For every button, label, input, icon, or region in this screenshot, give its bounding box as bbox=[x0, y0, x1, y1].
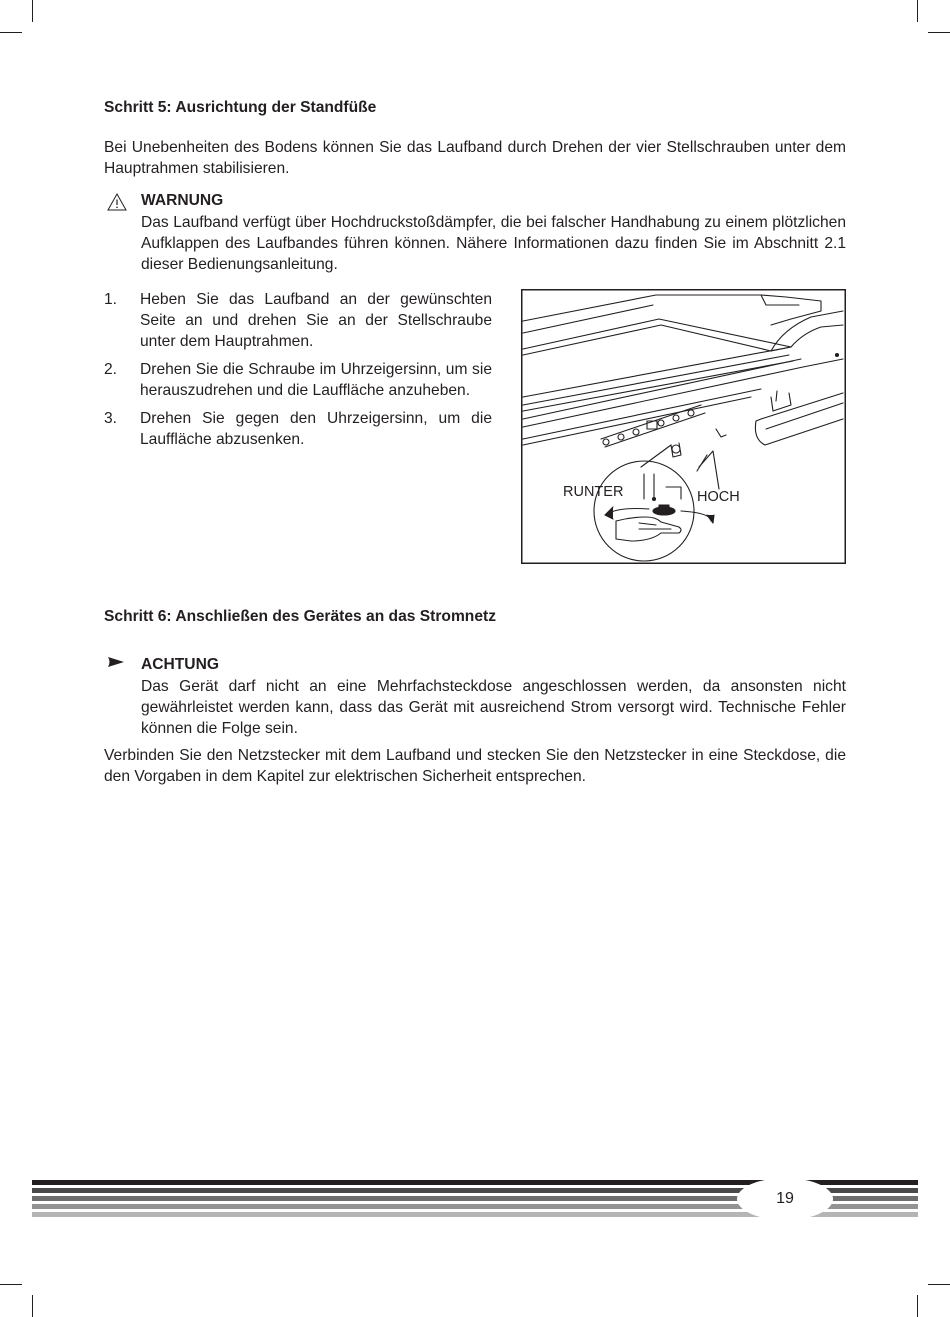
leveling-foot-illustration bbox=[521, 289, 846, 564]
warning-triangle-icon bbox=[107, 193, 127, 211]
step-number: 3. bbox=[104, 410, 118, 427]
crop-mark bbox=[0, 32, 22, 33]
list-item bbox=[104, 289, 492, 352]
crop-mark bbox=[32, 0, 33, 22]
crop-mark bbox=[917, 1295, 918, 1317]
attention-body: Das Gerät darf nicht an eine Mehrfachsteckdose angeschlossen werden, da ansonsten nicht gewährleistet werden kann, dass das Gerät mit ausreichend Strom versorgt wird. Technische Fehler können die Folge sein. bbox=[141, 678, 846, 737]
step6-heading bbox=[104, 606, 496, 627]
figure-label-hoch: HOCH bbox=[697, 489, 740, 505]
connect-instructions: Verbinden Sie den Netzstecker mit dem Laufband und stecken Sie den Netzstecker in eine Steckdose, die den Vorgaben in dem Kapitel zur elektrischen Sicherheit entsprechen. bbox=[104, 747, 846, 785]
step6-heading-title: Anschließen des Gerätes an das Stromnetz bbox=[175, 608, 496, 625]
attention-title: ACHTUNG bbox=[141, 656, 219, 673]
step5-heading-title: Ausrichtung der Standfüße bbox=[175, 99, 377, 116]
steps-list bbox=[104, 289, 492, 457]
crop-mark bbox=[0, 1284, 22, 1285]
crop-mark bbox=[32, 1295, 33, 1317]
step6-heading-prefix: Schritt 6: bbox=[104, 608, 172, 625]
figure-label-runter: RUNTER bbox=[563, 484, 624, 500]
step5-intro: Bei Unebenheiten des Bodens können Sie das Laufband durch Drehen der vier Stellschrauben unter dem Hauptrahmen stabilisieren. bbox=[104, 139, 846, 177]
list-item bbox=[104, 359, 492, 401]
list-item bbox=[104, 408, 492, 450]
crop-mark bbox=[928, 32, 950, 33]
crop-mark bbox=[928, 1284, 950, 1285]
step-text: Drehen Sie gegen den Uhrzeigersinn, um die Lauffläche abzusenken. bbox=[140, 410, 492, 448]
step5-heading bbox=[104, 97, 376, 118]
warning-title: WARNUNG bbox=[141, 192, 224, 209]
arrow-right-icon bbox=[107, 656, 125, 668]
step-number: 1. bbox=[104, 291, 118, 308]
step-number: 2. bbox=[104, 361, 118, 378]
page-number: 19 bbox=[776, 1190, 794, 1207]
step-text: Drehen Sie die Schraube im Uhrzeigersinn, um sie herauszudrehen und die Lauffläche anzuheben. bbox=[140, 361, 492, 399]
step-text: Heben Sie das Laufband an der gewünschten Seite an und drehen Sie an der Stellschraube unter dem Hauptrahmen. bbox=[140, 291, 492, 350]
step5-heading-prefix: Schritt 5: bbox=[104, 99, 172, 116]
crop-mark bbox=[917, 0, 918, 22]
warning-body: Das Laufband verfügt über Hochdruckstoßdämpfer, die bei falscher Handhabung zu einem plötzlichen Aufklappen des Laufbandes führen können. Nähere Informationen dazu finden Sie im Abschnitt 2.1 dieser Bedienungsanleitung. bbox=[141, 214, 846, 273]
